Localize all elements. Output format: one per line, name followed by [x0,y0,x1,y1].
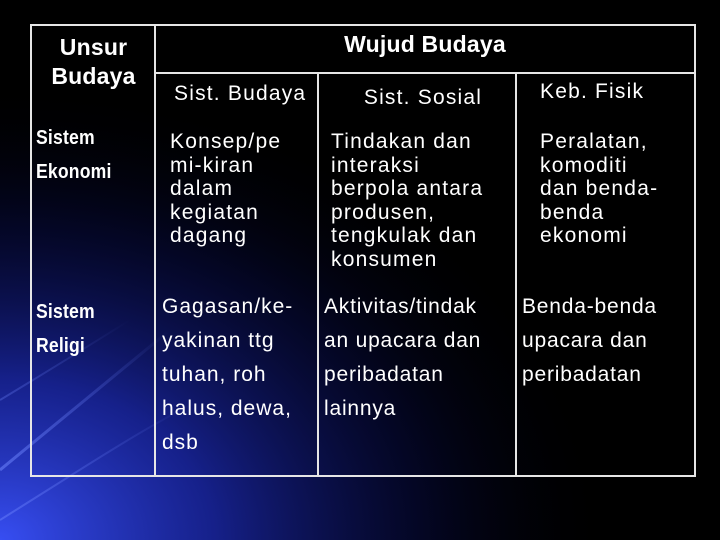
cell-ekonomi-keb-fisik: Peralatan, komoditi dan benda- benda ekonomi [540,130,659,247]
cell-ekonomi-sist-sosial: Tindakan dan interaksi berpola antara produsen, tengkulak dan konsumen [331,130,484,271]
cell-religi-sist-sosial: Aktivitas/tindak an upacara dan peribadatan lainnya [324,295,482,420]
cell-religi-keb-fisik: Benda-benda upacara dan peribadatan [522,295,657,386]
header-wujud-budaya: Wujud Budaya [344,31,506,57]
cell-ekonomi-sist-budaya: Konsep/pe mi-kiran dalam kegiatan dagang [170,130,282,247]
subheader-sist-budaya: Sist. Budaya [174,82,307,105]
group-header-divider [154,72,696,74]
row-label-sistem-religi: Sistem Religi [36,301,95,357]
table-border-bottom [30,475,696,477]
table-border-left [30,24,32,477]
col-divider-1 [154,24,156,477]
table-border-right [694,24,696,477]
subheader-keb-fisik: Keb. Fisik [540,80,645,103]
header-unsur-budaya: Unsur Budaya [51,34,136,89]
row-label-sistem-ekonomi: Sistem Ekonomi [36,127,112,183]
cell-religi-sist-budaya: Gagasan/ke- yakinan ttg tuhan, roh halus, dewa, dsb [162,295,294,454]
table-border-top [30,24,696,26]
subheader-sist-sosial: Sist. Sosial [363,86,483,109]
